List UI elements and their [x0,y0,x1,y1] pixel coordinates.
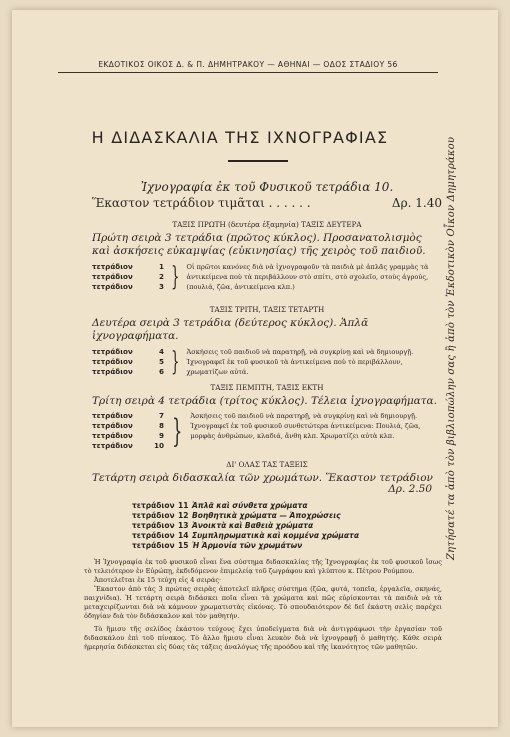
brace: } [172,412,183,450]
volume-item: τετράδιον 9 [92,431,164,440]
list-item: τετράδιον 11 Ἁπλᾶ καὶ σύνθετα χρώματα [132,501,308,510]
section-2-description: Ἀσκήσεις τοῦ παιδιοῦ νὰ παρατηρῇ, νὰ συγκρίνῃ καὶ νὰ δημιουργῇ. Ἰχνογραφεῖ ἐκ τοῦ φυσικοῦ τὰ ἀντικείμενα ποὺ τὸ περιβάλλουν, χρωματίζων αὐτά. [186,348,414,376]
volume-item: τετράδιον 1 [92,262,164,271]
section-4-title: Τετάρτη σειρὰ διδασκαλία τῶν χρωμάτων. Ἕκαστον τετράδιον [92,472,433,484]
section-3-heading: ΤΑΞΙΣ ΠΕΜΠΤΗ, ΤΑΞΙΣ ΕΚΤΗ [210,383,324,392]
intro-line: Ἰχνογραφία ἐκ τοῦ Φυσικοῦ τετράδια 10. [140,180,394,194]
description-text [84,558,442,652]
section-3 [92,383,442,451]
section-3-description: Ἀσκήσεις τοῦ παιδιοῦ νὰ παρατηρῇ, νὰ συγκρίνῃ καὶ νὰ δημιουργῇ. Ἰχνογραφεῖ ἐκ τοῦ φυσικοῦ συνθετώτερα ἀντικείμενα: Πουλιά, ζῶα, μορφὰς ἀνθρώπων, κλαδιά, ἄνθη κλπ. Χρωματίζει αὐτὰ κλπ. [190,412,421,440]
section-2-volume-list [92,347,164,377]
volume-item: τετράδιον 3 [92,282,164,291]
colors-list [92,501,442,551]
section-3-title: Τρίτη σειρὰ 4 τετράδια (τρίτος κύκλος). Τέλεια ἰχνογραφήματα. [92,395,437,407]
paragraph: Ἡ Ἰχνογραφία ἐκ τοῦ φυσικοῦ εἶναι ἕνα σύστημα διδασκαλίας τῆς Ἰχνογραφίας ἐκ τοῦ φυσικοῦ ἴσως τὸ τελειότερον ἐν Εὐρώπῃ, ἐκδιδόμενον ἐπιμελείᾳ τοῦ ζωγράφου καὶ γλύπτου κ. Πέτρου Ρούμπου. [84,558,442,575]
volume-item: τετράδιον 8 [92,421,164,430]
section-4-price: Δρ. 2.50 [388,483,432,495]
brace: } [171,347,180,377]
paragraph: Ἕκαστον ἀπὸ τὰς 3 πρώτας σειρὰς ἀποτελεῖ πλῆρες σύστημα (ζῶα, φυτά, τοπεῖα, ἐργαλεῖα, σκηνάς, παιχνίδια). Ἡ τετάρτη σειρὰ διδάσκει ποῖα εἶναι τὰ χρώματα καὶ πῶς εὑρίσκονται τὰ παιδιὰ νὰ τὰ μεταχειρίζωνται διὰ νὰ κάμνουν χρωματιστὰς εἰκόνας. Τὸ σπουδαιότερον δὲ δεῖ ἐκάστη σελὶς παρέχει ὁδηγίαν διὰ τὸν διδάσκαλον καὶ τὸν μαθητήν. [84,585,442,620]
section-1 [92,220,442,292]
section-1-volumes [92,262,442,292]
volume-item: τετράδιον 5 [92,357,164,366]
section-1-volume-list [92,262,164,292]
paragraph: Τὸ ἥμισυ τῆς σελίδος ἑκάστου τεύχους ἔχει ὑποδείγματα διὰ νὰ ἀντιγράφωσι τὴν ἐργασίαν τοῦ διδασκάλου ἐπὶ τοῦ πίνακος. Τὸ ἄλλο ἥμισυ εἶναι λευκὸν διὰ νὰ ἰχνογραφῇ ὁ μαθητής. Κάθε σειρὰ ἡμερησία διδάσκεται εἰς δύας τὰς τάξεις ἀναλόγως τῆς προόδου καὶ τῆς ἱκανότητος τῶν μαθητῶν. [84,625,442,651]
page-title: Η ΔΙΔΑΣΚΑΛΙΑ ΤΗΣ ΙΧΝΟΓΡΑΦΙΑΣ [91,128,389,147]
intro-price: Δρ. 1.40 [391,196,442,210]
publisher-divider [58,72,438,73]
title-divider [228,160,288,162]
section-4-heading: ΔΙ' ΟΛΑΣ ΤΑΣ ΤΑΞΕΙΣ [226,460,308,469]
intro-price-row [92,196,442,210]
intro [92,180,442,210]
section-2-title: Δευτέρα σειρὰ 3 τετράδια (δεύτερος κύκλος). Ἁπλᾶ ἰχνογραφήματα. [92,317,369,342]
section-1-heading: ΤΑΞΙΣ ΠΡΩΤΗ (δευτέρα ἑξαμηνία) ΤΑΞΙΣ ΔΕΥΤΕΡΑ [172,220,362,229]
section-1-title: Πρώτη σειρὰ 3 τετράδια (πρῶτος κύκλος). Προσανατολισμὸς καὶ ἀσκήσεις εὐκαμψίας (εὐκινησίας) τῆς χειρὸς τοῦ παιδιοῦ. [92,232,426,257]
paragraph: Ἀποτελεῖται ἐκ 15 τεύχη εἰς 4 σειράς· [94,576,222,584]
volume-item: τετράδιον 6 [92,367,164,376]
volume-item: τετράδιον 2 [92,272,164,281]
section-3-volume-list [92,411,164,451]
section-2-heading: ΤΑΞΙΣ ΤΡΙΤΗ, ΤΑΞΙΣ ΤΕΤΑΡΤΗ [209,305,325,314]
publisher-line: ΕΚΔΟΤΙΚΟΣ ΟΙΚΟΣ Δ. & Π. ΔΗΜΗΤΡΑΚΟΥ — ΑΘΗΝΑΙ — ΟΔΟΣ ΣΤΑΔΙΟΥ 56 [98,60,398,69]
volume-item: τετράδιον 10 [92,441,164,450]
volume-item: τετράδιον 4 [92,347,164,356]
list-item: τετράδιον 14 Συμπληρωματικὰ καὶ κομμένα χρώματα [132,531,359,540]
list-item: τετράδιον 13 Ἀνοικτὰ καὶ Βαθειὰ χρώματα [132,521,314,530]
section-4 [92,460,442,551]
brace: } [171,262,180,292]
section-2 [92,305,442,377]
section-2-volumes [92,347,442,377]
list-item: τετράδιον 15 Ἡ Ἁρμονία τῶν χρωμάτων [132,541,303,550]
list-item: τετράδιον 12 Βοηθητικὰ χρώματα — Ἀποχρώσεις [132,511,341,520]
section-1-description: Οἱ πρῶτοι κανόνες διὰ νὰ ἰχνογραφοῦν τὰ παιδιὰ μὲ ἁπλᾶς γραμμὰς τὰ ἀντικείμενα ποὺ τὰ περιβάλλουν στὸ σπίτι, στὸ σχολεῖο, στοὺς ἀγρούς, (πουλιά, ζῶα, ἀντικείμενα κλπ.) [186,263,429,291]
section-3-volumes [92,411,442,451]
intro-price-label: Ἕκαστον τετράδιον τιμᾶται . . . . . . [92,196,311,210]
side-note: Ζητήσατέ τα ἀπὸ τὸν βιβλιοπώλην σας ἢ ἀπὸ τὸν Ἐκδοτικὸν Οἶκον Δημητράκου [446,136,457,560]
volume-item: τετράδιον 7 [92,411,164,420]
